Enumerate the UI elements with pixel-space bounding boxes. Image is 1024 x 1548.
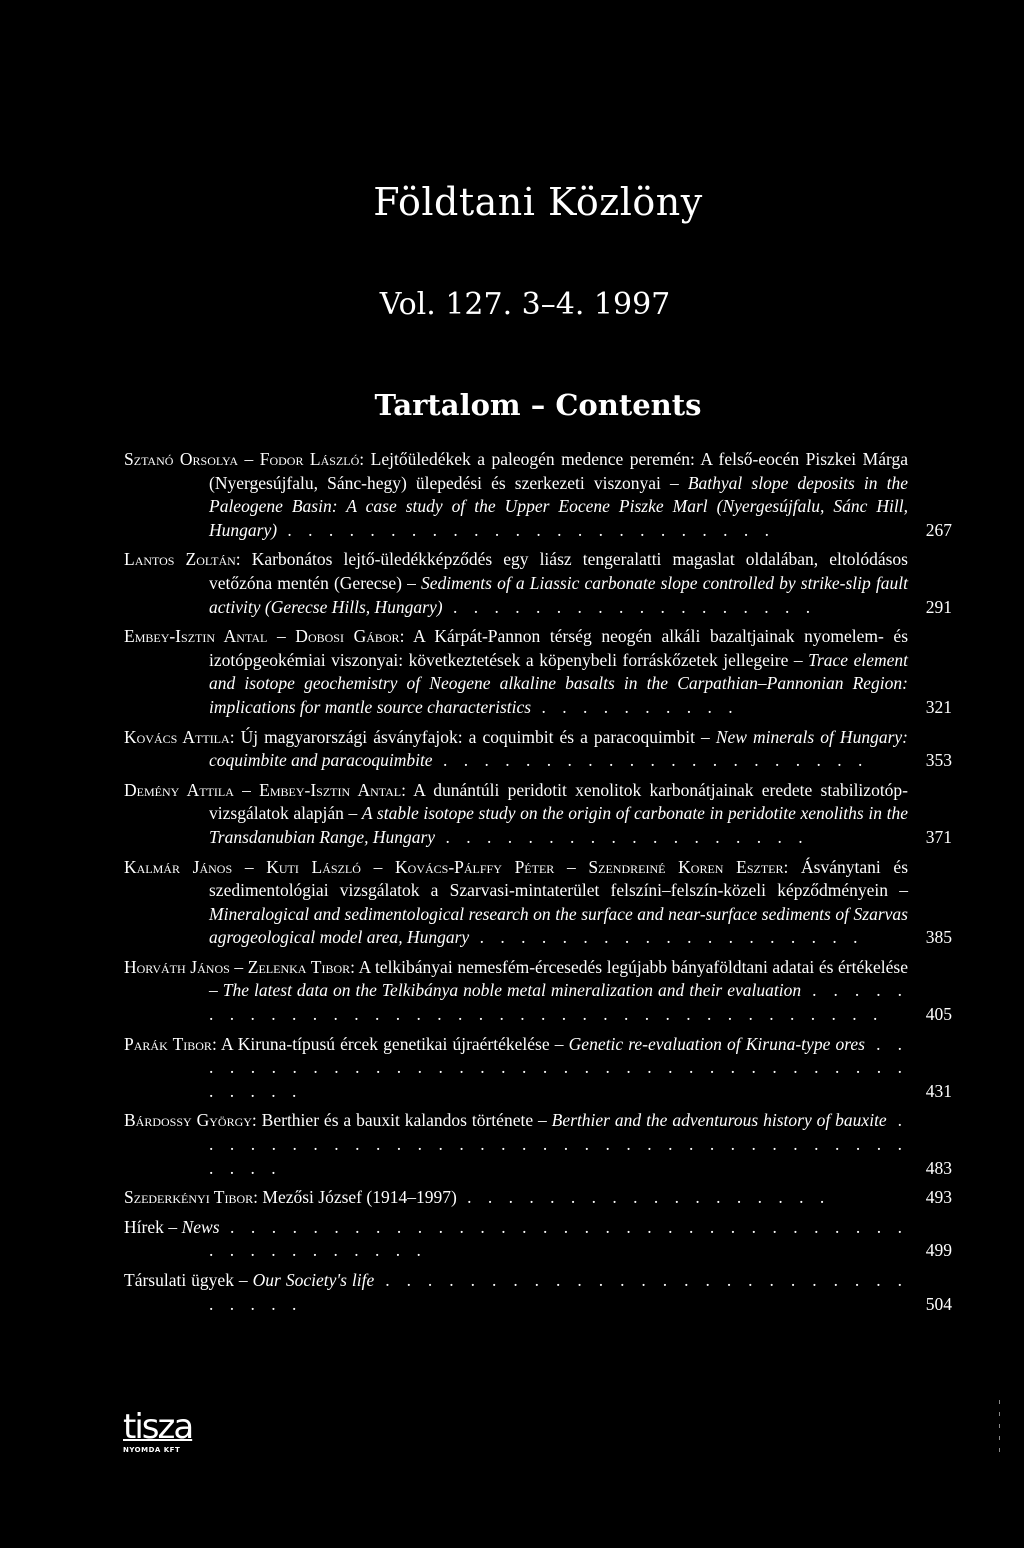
toc-authors: Embey-Isztin Antal – Dobosi Gábor: [124, 626, 400, 647]
toc-entry: [124, 956, 952, 1027]
toc-authors: Szederkényi Tibor: [124, 1187, 254, 1208]
toc-authors: Sztanó Orsolya – Fodor László: [124, 449, 360, 469]
toc-title-hu: : A telkibányai nemesfém-ércesedés legújabb bányaföldtani adatai és értékelése –: [209, 956, 908, 1001]
toc-page-number: 499: [912, 1239, 952, 1263]
logo-wordmark: tisza: [123, 1407, 193, 1447]
toc-entry-text: [124, 448, 952, 542]
toc-page-number: 405: [912, 1003, 952, 1027]
toc-entry-text: [124, 726, 952, 773]
toc-title-en: The latest data on the Telkibánya noble metal mineralization and their evaluation: [222, 980, 802, 1001]
toc-authors: Kovács Attila: [124, 726, 230, 747]
toc-entry: [124, 1186, 952, 1210]
toc-title-hu: : Lejtőüledékek a paleogén medence peremén: A felső-eocén Piszkei Márga (Nyergesújfalu, Sánc-hegy) ülepedési és szerkezeti viszonyai –: [209, 449, 909, 493]
toc-leader: . . . . . . . . . . . . . . . . . . . . .: [432, 750, 869, 771]
toc-entry: [124, 548, 952, 619]
toc-entry: [124, 1109, 952, 1180]
toc-page-number: 483: [912, 1157, 952, 1181]
toc-title-en: Bathyal slope deposits in the Paleogene Basin: A case study of the Upper Eocene Piszke Marl (Nyergesújfalu, Sánc Hill, Hungary): [209, 472, 908, 540]
journal-title: Földtani Közlöny: [373, 180, 703, 224]
toc-entry: [124, 779, 952, 850]
toc-entry: [124, 625, 952, 719]
toc-entry-text: [124, 1186, 952, 1210]
toc-entry-text: [124, 625, 952, 719]
toc-entry-text: [124, 1269, 952, 1316]
toc-entry-text: [124, 1109, 952, 1180]
toc-page-number: 353: [912, 749, 952, 773]
toc-title-hu: Hírek –: [124, 1216, 182, 1237]
toc-title-hu: Társulati ügyek –: [124, 1270, 253, 1290]
toc-entry-text: [124, 548, 952, 619]
toc-leader: . . . . . . . . . . . . . . . . . . . . . . . .: [277, 519, 776, 540]
toc-title-hu: : Új magyarországi ásványfajok: a coquimbit és a paracoquimbit –: [229, 726, 716, 747]
printer-logo: [123, 1407, 199, 1460]
toc-title-en: New minerals of Hungary: coquimbite and paracoquimbite: [209, 726, 908, 771]
toc-leader: . . . . . . . . . . . . . . . . . . . . . . . . . . . . . . . . . . . . . . . . . . . .: [209, 1216, 908, 1261]
toc-leader: . . . . . . . . . . . . . . . . . . .: [469, 927, 864, 948]
toc-title-en: A stable isotope study on the origin of carbonate in peridotite xenoliths in the Transdanubian Range, Hungary: [209, 803, 908, 847]
toc-title-hu: : Ásványtani és szedimentológiai vizsgálatok a Szarvasi-mintaterület felszíni–felszín-közeli képződményein –: [209, 856, 909, 901]
toc-authors: Demény Attila – Embey-Isztin Antal: [124, 779, 402, 800]
toc-authors: Lantos Zoltán: [124, 549, 236, 570]
toc-entry: [124, 726, 952, 773]
toc-entry-text: [124, 1216, 952, 1263]
volume-info: Vol. 127. 3–4. 1997: [379, 287, 671, 322]
toc-title-en: Our Society's life: [252, 1270, 375, 1290]
toc-title-en: Genetic re-evaluation of Kiruna-type ores: [568, 1033, 865, 1054]
toc-page-number: 321: [912, 696, 952, 720]
toc-entry: [124, 856, 952, 950]
toc-entry: [124, 448, 952, 542]
toc-entry-text: [124, 779, 952, 850]
toc-title-en: Sediments of a Liassic carbonate slope controlled by strike-slip fault activity (Gerecse Hills, Hungary): [209, 572, 909, 617]
toc-title-hu: : Berthier és a bauxit kalandos története –: [251, 1110, 552, 1131]
toc-entry-text: [124, 1033, 952, 1104]
logo-subtitle: NYOMDA KFT: [123, 1446, 181, 1454]
toc-title-hu: : Karbonátos lejtő-üledékképződés egy liász tengeralatti magaslat oldalában, eltolódásos vetőzóna mentén (Gerecse) –: [209, 549, 908, 593]
toc-entry: [124, 1216, 952, 1263]
toc-entry: [124, 1033, 952, 1104]
toc-authors: Horváth János – Zelenka Tibor: [124, 956, 351, 977]
toc-leader: . . . . . . . . . . . . . . . . . .: [442, 596, 817, 617]
toc-title-en: Trace element and isotope geochemistry of Neogene alkaline basalts in the Carpathian–Pannonian Region: implications for mantle source characteristics: [209, 649, 908, 717]
toc-page-number: 504: [912, 1293, 952, 1317]
toc-title-en: Mineralogical and sedimentological research on the surface and near-surface sediments of Szarvas agrogeological model area, Hungary: [209, 903, 908, 948]
toc-leader: . . . . . . . . . . . . . . . . . . . . . . . . . . . . . .: [209, 1270, 909, 1314]
toc-authors: Kalmár János – Kuti László – Kovács-Pálffy Péter – Szendreiné Koren Eszter: [124, 856, 784, 877]
toc-entry: [124, 1269, 952, 1316]
toc-page-number: 267: [912, 519, 952, 543]
table-of-contents: [124, 448, 952, 1322]
toc-leader: . . . . . . . . . . . . . . . . . . . . . . . . . . . . . . . . . . . . . . .: [209, 1110, 908, 1178]
toc-leader: . . . . . . . . . . . . . . . . . . . . . . . . . . . . . . . . . . . . . . . . .: [209, 1033, 909, 1101]
toc-title-en: News: [181, 1216, 220, 1237]
edge-marks: [998, 1400, 1001, 1460]
toc-authors: Bárdossy György: [124, 1110, 252, 1131]
toc-page-number: 371: [912, 826, 952, 850]
contents-title: Tartalom – Contents: [374, 388, 702, 422]
toc-leader: . . . . . . . . . .: [531, 696, 739, 717]
toc-page-number: 493: [912, 1186, 952, 1210]
toc-title-en: Berthier and the adventurous history of bauxite: [551, 1110, 887, 1131]
toc-page-number: 385: [912, 926, 952, 950]
toc-title-hu: : A dunántúli peridotit xenolitok karbonátjainak eredete stabilizotóp-vizsgálatok alapján –: [209, 779, 909, 824]
toc-leader: . . . . . . . . . . . . . . . . . .: [456, 1187, 831, 1208]
toc-entry-text: [124, 956, 952, 1027]
toc-page-number: 431: [912, 1080, 952, 1104]
toc-leader: . . . . . . . . . . . . . . . . . . . . . . . . . . . . . . . . . . . . . .: [209, 980, 909, 1025]
toc-leader: . . . . . . . . . . . . . . . . . .: [435, 826, 809, 847]
toc-title-hu: : A Kárpát-Pannon térség neogén alkáli bazaltjainak nyomelem- és izotópgeokémiai viszonyai: következtetések a köpenybeli forráskőzetek jellegeire –: [209, 626, 908, 670]
toc-authors: Parák Tibor: [124, 1033, 212, 1054]
toc-page-number: 291: [912, 596, 952, 620]
toc-title-hu: : Mezősi József (1914–1997): [253, 1187, 457, 1208]
toc-entry-text: [124, 856, 952, 950]
toc-title-hu: : A Kiruna-típusú ércek genetikai újraértékelése –: [211, 1033, 569, 1054]
